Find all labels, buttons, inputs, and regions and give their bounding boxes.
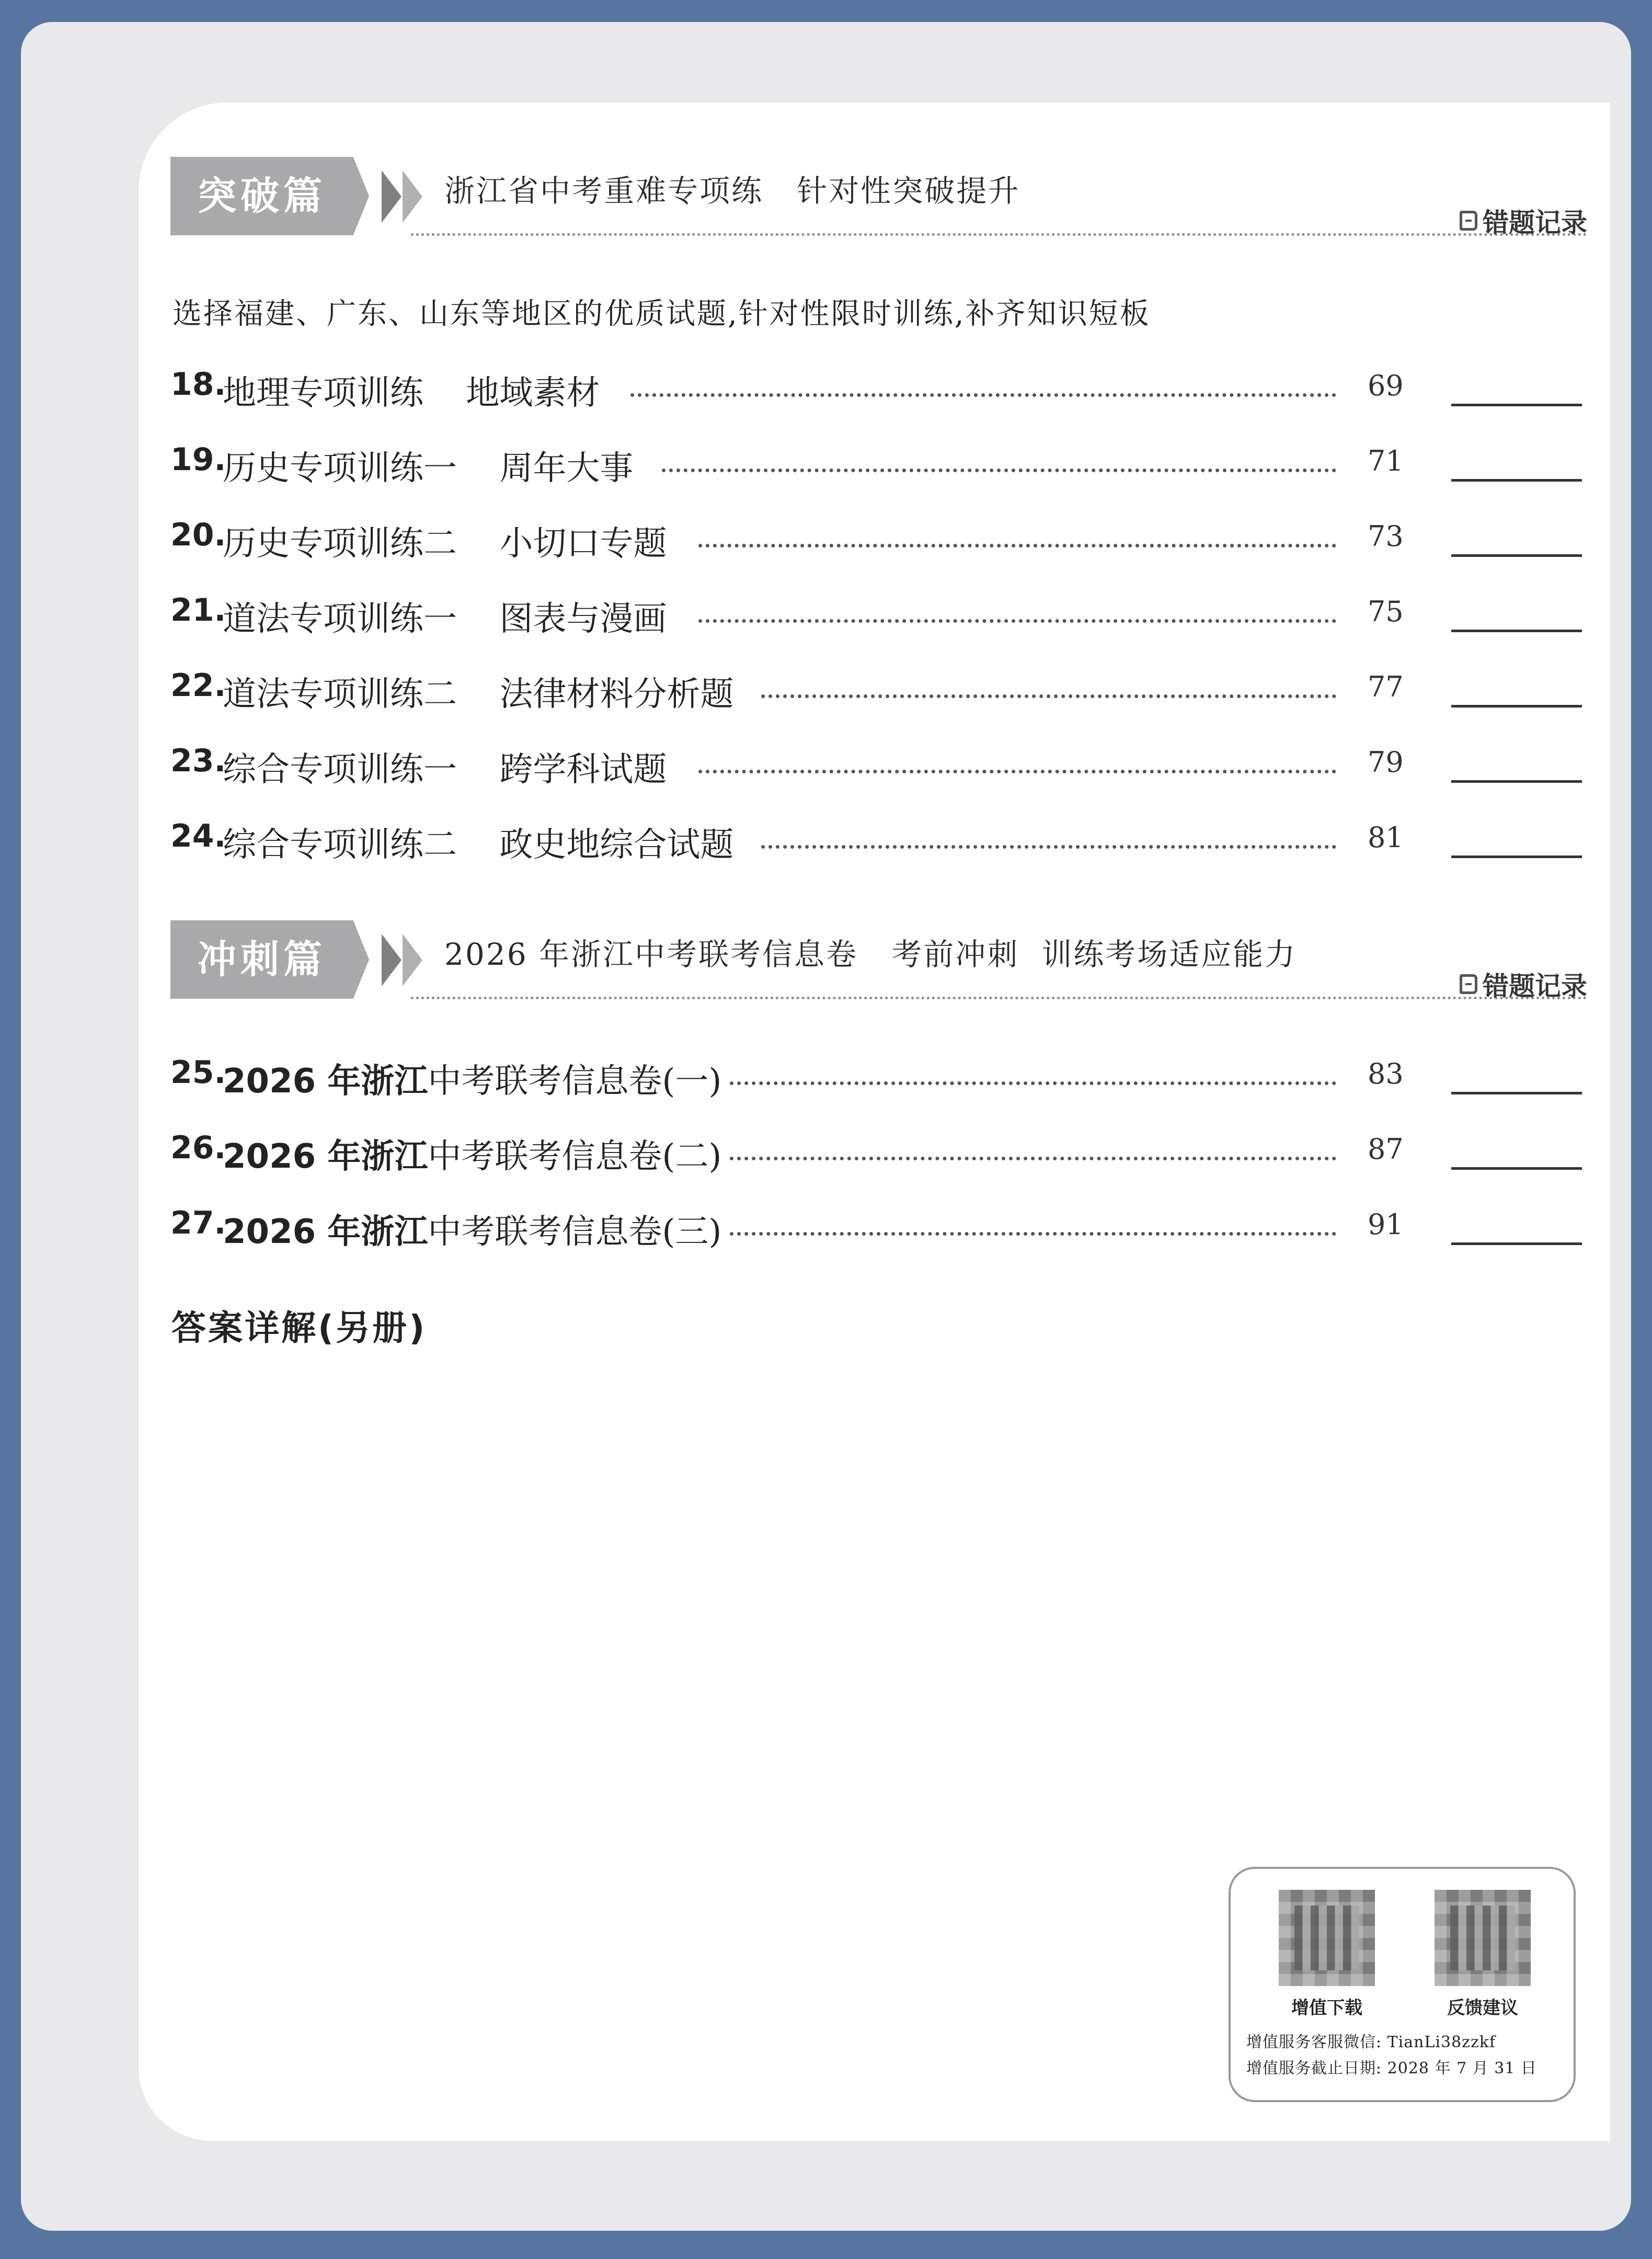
toc-leader-dots xyxy=(698,770,1336,773)
section-divider xyxy=(411,997,1587,999)
answers-note: 答案详解(另册) xyxy=(171,1308,427,1348)
toc-leader-dots xyxy=(730,1157,1336,1160)
answer-blank-line[interactable] xyxy=(1451,855,1582,858)
toc-leader-dots xyxy=(730,1081,1336,1085)
toc-page-number: 91 xyxy=(1368,1208,1404,1241)
toc-title-text: 中考联考信息卷(三) xyxy=(428,1213,722,1251)
toc-page-number: 73 xyxy=(1368,520,1404,553)
toc-leader-dots xyxy=(662,469,1336,472)
qr-label-feedback: 反馈建议 xyxy=(1447,1998,1518,2018)
toc-row[interactable] xyxy=(170,366,1582,418)
qr-code-feedback[interactable] xyxy=(1435,1890,1531,1986)
answer-blank-line[interactable] xyxy=(1451,1242,1582,1245)
qr-panel xyxy=(1229,1867,1576,2102)
toc-page-number: 81 xyxy=(1368,821,1404,854)
toc-row[interactable] xyxy=(170,517,1582,569)
toc-number: 20. xyxy=(170,517,226,553)
notebook-icon xyxy=(1460,974,1477,994)
toc-number: 22. xyxy=(170,667,226,704)
toc-number: 24. xyxy=(170,818,226,854)
toc-number: 19. xyxy=(170,441,226,478)
toc-leader-dots xyxy=(630,393,1336,397)
toc-number: 27. xyxy=(170,1205,226,1241)
toc-title: 历史专项训练二 小切口专题 xyxy=(223,524,667,563)
wrong-record-text: 错题记录 xyxy=(1483,971,1587,1001)
toc-title-year: 2026 年浙江 xyxy=(223,1062,428,1101)
chevron-icon xyxy=(382,934,401,986)
toc-title: 综合专项训练二 政史地综合试题 xyxy=(223,826,734,864)
answer-blank-line[interactable] xyxy=(1451,1167,1582,1170)
service-wechat: 增值服务客服微信: TianLi38zzkf xyxy=(1246,2033,1496,2051)
answer-blank-line[interactable] xyxy=(1451,1092,1582,1094)
section-divider xyxy=(411,233,1587,236)
toc-number: 18. xyxy=(170,366,226,403)
answer-blank-line[interactable] xyxy=(1451,479,1582,482)
toc-row[interactable] xyxy=(170,1054,1582,1106)
toc-title xyxy=(223,1205,721,1253)
wrong-record-text: 错题记录 xyxy=(1483,208,1587,238)
toc-page-number: 83 xyxy=(1368,1057,1404,1090)
chevron-icon xyxy=(403,934,422,986)
toc-page-number: 87 xyxy=(1368,1133,1404,1166)
toc-row[interactable] xyxy=(170,667,1582,720)
wrong-record-label xyxy=(1460,202,1587,239)
toc-row[interactable] xyxy=(170,1130,1582,1182)
toc-row[interactable] xyxy=(170,1205,1582,1257)
toc-leader-dots xyxy=(698,544,1336,547)
section-header-sprint xyxy=(170,920,1587,1009)
answer-blank-line[interactable] xyxy=(1451,630,1582,632)
service-deadline: 增值服务截止日期: 2028 年 7 月 31 日 xyxy=(1246,2059,1537,2078)
toc-title: 地理专项训练 地域素材 xyxy=(223,374,600,413)
section-subtitle: 浙江省中考重难专项练 针对性突破提升 xyxy=(444,173,1020,209)
toc-page-number: 75 xyxy=(1368,595,1404,628)
toc-title-year: 2026 年浙江 xyxy=(223,1213,428,1251)
section-tag: 突破篇 xyxy=(198,174,326,219)
chevron-icon xyxy=(382,170,401,223)
toc-title: 道法专项训练二 法律材料分析题 xyxy=(223,675,734,714)
section-tag: 冲刺篇 xyxy=(198,937,326,982)
toc-title-year: 2026 年浙江 xyxy=(223,1137,428,1176)
toc-row[interactable] xyxy=(170,441,1582,494)
toc-title xyxy=(223,1054,721,1102)
toc-row[interactable] xyxy=(170,592,1582,644)
answer-blank-line[interactable] xyxy=(1451,554,1582,557)
answer-blank-line[interactable] xyxy=(1451,780,1582,783)
section-description: 选择福建、广东、山东等地区的优质试题,针对性限时训练,补齐知识短板 xyxy=(173,297,1151,331)
toc-leader-dots xyxy=(761,845,1336,849)
notebook-icon xyxy=(1460,211,1477,231)
toc-title: 历史专项训练一 周年大事 xyxy=(223,449,634,488)
qr-label-download: 增值下载 xyxy=(1291,1998,1362,2018)
section-subtitle: 2026 年浙江中考联考信息卷 考前冲刺 训练考场适应能力 xyxy=(444,937,1297,972)
answer-blank-line[interactable] xyxy=(1451,404,1582,406)
toc-title: 综合专项训练一 跨学科试题 xyxy=(223,750,667,789)
toc-page-number: 77 xyxy=(1368,670,1404,703)
toc-page-number: 71 xyxy=(1368,444,1404,477)
toc-leader-dots xyxy=(730,1232,1336,1236)
toc-leader-dots xyxy=(698,619,1336,623)
toc-page-number: 69 xyxy=(1368,369,1404,402)
toc-title: 道法专项训练一 图表与漫画 xyxy=(223,600,667,638)
qr-code-download[interactable] xyxy=(1279,1890,1375,1986)
toc-title xyxy=(223,1130,721,1178)
wrong-record-label xyxy=(1460,965,1587,1003)
toc-leader-dots xyxy=(761,694,1336,698)
chevron-icon xyxy=(403,170,422,223)
answer-blank-line[interactable] xyxy=(1451,705,1582,708)
toc-number: 21. xyxy=(170,592,226,629)
toc-row[interactable] xyxy=(170,743,1582,795)
toc-title-text: 中考联考信息卷(一) xyxy=(428,1062,722,1101)
toc-number: 23. xyxy=(170,743,226,779)
toc-title-text: 中考联考信息卷(二) xyxy=(428,1137,722,1176)
toc-number: 26. xyxy=(170,1130,226,1166)
toc-number: 25. xyxy=(170,1054,226,1091)
toc-page-number: 79 xyxy=(1368,746,1404,779)
section-header-breakthrough xyxy=(170,157,1587,246)
toc-row[interactable] xyxy=(170,818,1582,870)
